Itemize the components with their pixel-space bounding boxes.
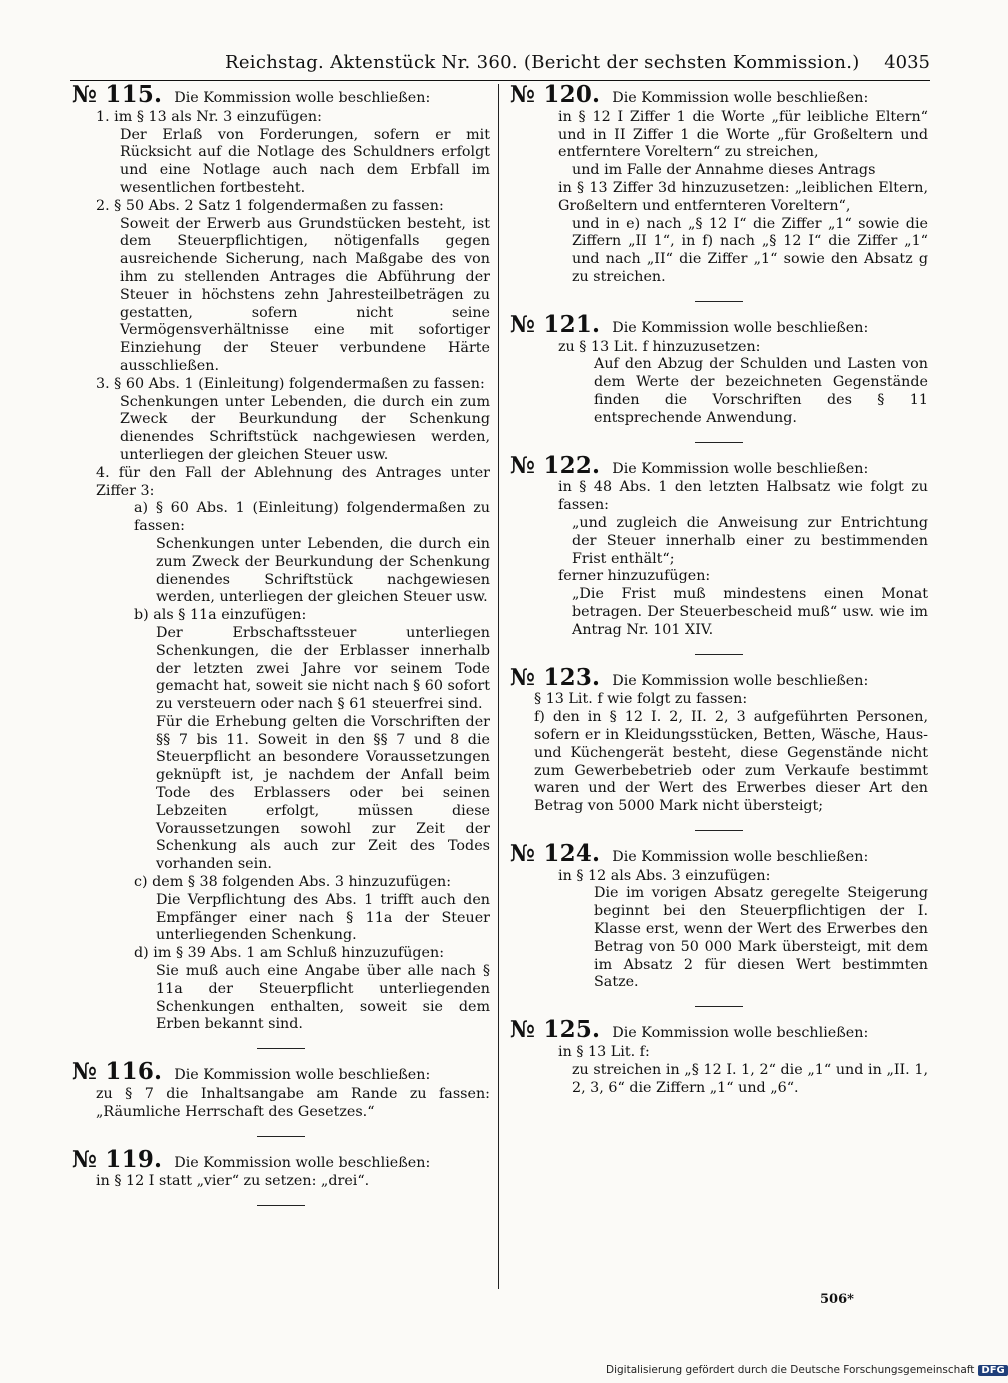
motion-paragraph: d) im § 39 Abs. 1 am Schluß hinzuzufügen: (134, 945, 445, 962)
motion-entry (510, 310, 928, 428)
motion-paragraph: in § 13 Ziffer 3d hinzuzusetzen: „leiblichen Eltern, Großeltern und entfernteren Voreltern“, (558, 179, 928, 214)
motion-paragraph: Soweit der Erwerb aus Grundstücken besteht, ist dem Steuerpflichtigen, nötigenfalls gegen ausreichende Sicherung, nach Maßgabe des von ihm zu stellenden Antrages die Abführung der Steuer in höchstens zehn Jahresteilbeträgen zu gestatten, sofern nicht seine Vermögensverhältnisse eine mit sofortiger Einziehung der Steuer verbundene Härte ausschließen. (120, 215, 490, 374)
motion-paragraph: und im Falle der Annahme dieses Antrags (572, 162, 876, 179)
motion-intro: Die Kommission wolle beschließen: (174, 1154, 431, 1171)
motion-intro: Die Kommission wolle beschließen: (612, 460, 869, 477)
motion-number: № 119. (72, 1145, 163, 1173)
separator-rule (695, 301, 743, 302)
motion-number: № 120. (510, 81, 601, 108)
motion-heading (510, 310, 928, 338)
motion-paragraph: und in e) nach „§ 12 I“ die Ziffer „1“ sowie die Ziffern „II 1“, in f) nach „§ 12 I“ die Ziffer „1“ und nach „II“ die Ziffer „1“ sowie den Absatz g zu streichen. (572, 215, 928, 285)
motion-entry (72, 1058, 490, 1121)
motion-paragraph: Schenkungen unter Lebenden, die durch ein zum Zweck der Beurkundung der Schenkung dienendes Schriftstück nachgewiesen werden, unterliegen der gleichen Steuer usw. (120, 393, 490, 463)
motion-heading (510, 451, 928, 479)
motion-paragraph: ferner hinzuzufügen: (558, 568, 711, 585)
motion-heading (510, 663, 928, 691)
motion-heading (510, 1016, 928, 1044)
footer (606, 1364, 1008, 1376)
footer-text: Digitalisierung gefördert durch die Deutsche Forschungsgemeinschaft (606, 1364, 975, 1376)
motion-intro: Die Kommission wolle beschließen: (174, 90, 431, 106)
separator-rule (257, 1136, 305, 1137)
motion-paragraph: Die Verpflichtung des Abs. 1 trifft auch den Empfänger einer nach § 11a der Steuer unterliegenden Schenkung. (156, 891, 490, 944)
motion-number: № 115. (72, 81, 163, 108)
motion-paragraph: b) als § 11a einzufügen: (134, 607, 307, 624)
motion-number: № 121. (510, 310, 601, 338)
left-column (72, 81, 490, 1220)
motion-paragraph: „und zugleich die Anweisung zur Entrichtung der Steuer innerhalb einer zu bestimmenden Frist enthält“; (572, 514, 928, 567)
motion-paragraph: in § 12 als Abs. 3 einzufügen: (558, 867, 771, 884)
motion-entry (510, 839, 928, 992)
motion-number: № 125. (510, 1016, 601, 1044)
motion-paragraph: in § 48 Abs. 1 den letzten Halbsatz wie folgt zu fassen: (558, 479, 928, 514)
motion-paragraph: 1. im § 13 als Nr. 3 einzufügen: (96, 108, 322, 125)
motion-intro: Die Kommission wolle beschließen: (612, 90, 869, 106)
motion-paragraph: Der Erbschaftssteuer unterliegen Schenkungen, die der Erblasser innerhalb der letzten zwei Jahre vor seinem Tode gemacht hat, soweit sie nicht nach § 60 sofort zu versteuern oder nach § 61 steuerfrei sind. (156, 624, 490, 713)
motion-paragraph: a) § 60 Abs. 1 (Einleitung) folgendermaßen zu fassen: (134, 500, 490, 535)
motion-number: № 122. (510, 451, 601, 479)
dfg-logo: DFG (978, 1365, 1007, 1376)
motion-paragraph: c) dem § 38 folgenden Abs. 3 hinzuzufügen: (134, 874, 452, 891)
motion-number: № 124. (510, 839, 601, 867)
motion-intro: Die Kommission wolle beschließen: (612, 1025, 869, 1042)
motion-number: № 116. (72, 1058, 163, 1086)
motion-paragraph: Auf den Abzug der Schulden und Lasten von dem Werte der bezeichneten Gegenstände finden die Vorschriften des § 11 entsprechende Anwendung. (594, 356, 928, 426)
separator-rule (257, 1048, 305, 1049)
motion-paragraph: § 13 Lit. f wie folgt zu fassen: (534, 691, 748, 708)
right-column (510, 81, 928, 1097)
motion-paragraph: in § 13 Lit. f: (558, 1044, 650, 1061)
separator-rule (257, 1205, 305, 1206)
motion-entry (510, 1016, 928, 1097)
motion-entry (510, 663, 928, 816)
header-rule (70, 80, 930, 81)
motion-paragraph: zu streichen in „§ 12 I. 1, 2“ die „1“ und in „II. 1, 2, 3, 6“ die Ziffern „1“ und „6“. (572, 1061, 928, 1096)
motion-paragraph: 4. für den Fall der Ablehnung des Antrages unter Ziffer 3: (96, 464, 490, 499)
motion-paragraph: zu § 7 die Inhaltsangabe am Rande zu fassen: „Räumliche Herrschaft des Gesetzes.“ (96, 1086, 490, 1120)
separator-rule (695, 830, 743, 831)
page-number: 4035 (884, 52, 930, 73)
motion-heading (72, 1145, 490, 1173)
motion-paragraph: 2. § 50 Abs. 2 Satz 1 folgendermaßen zu fassen: (96, 197, 444, 214)
motion-intro: Die Kommission wolle beschließen: (612, 848, 869, 865)
motion-intro: Die Kommission wolle beschließen: (612, 319, 869, 336)
motion-paragraph: zu § 13 Lit. f hinzuzusetzen: (558, 338, 761, 355)
motion-entry (72, 81, 490, 1034)
motion-number: № 123. (510, 663, 601, 691)
separator-rule (695, 654, 743, 655)
motion-paragraph: Die im vorigen Absatz geregelte Steigerung beginnt bei den Steuerpflichtigen der I. Klasse erst, wenn der Wert des Erwerbes den Betrag von 50 000 Mark übersteigt, mit dem im Absatz 2 für diesen Wert bestimmten Satze. (594, 885, 928, 991)
header-title: Reichstag. Aktenstück Nr. 360. (Bericht der sechsten Kommission.) (225, 52, 860, 73)
motion-paragraph: Sie muß auch eine Angabe über alle nach § 11a der Steuerpflicht unterliegenden Schenkungen enthalten, soweit sie dem Erben bekannt sind. (156, 963, 490, 1033)
motion-paragraph: Für die Erhebung gelten die Vorschriften der §§ 7 bis 11. Soweit in den §§ 7 und 8 die Steuerpflicht an besondere Voraussetzungen geknüpft ist, je nachdem der Anfall beim Tode des Erblassers oder bei seinen Lebzeiten erfolgt, müssen diese Voraussetzungen sowohl zur Zeit der Schenkung als auch zur Zeit des Todes vorhanden sein. (156, 713, 490, 873)
motion-heading (72, 81, 490, 108)
column-divider (498, 84, 499, 1289)
motion-heading (72, 1058, 490, 1086)
separator-rule (695, 442, 743, 443)
motion-paragraph: f) den in § 12 I. 2, II. 2, 3 aufgeführten Personen, sofern er in Kleidungsstücken, Betten, Wäsche, Haus- und Küchengerät besteht, diese Gegenstände nicht zum Gewerbebetrieb oder zum Verkaufe bestimmt waren und der Wert des Erwerbes dieser Art den Betrag von 5000 Mark nicht übersteigt; (534, 709, 928, 815)
signature-mark: 506* (820, 1292, 854, 1307)
motion-entry (510, 451, 928, 640)
motion-intro: Die Kommission wolle beschließen: (174, 1067, 431, 1084)
motion-paragraph: 3. § 60 Abs. 1 (Einleitung) folgendermaßen zu fassen: (96, 375, 485, 392)
separator-rule (695, 1006, 743, 1007)
motion-heading (510, 839, 928, 867)
running-header (70, 52, 930, 78)
motion-paragraph: in § 12 I Ziffer 1 die Worte „für leibliche Eltern“ und in II Ziffer 1 die Worte „für Großeltern und entferntere Voreltern“ zu streichen, (558, 108, 928, 161)
motion-paragraph: in § 12 I statt „vier“ zu setzen: „drei“. (96, 1173, 370, 1190)
motion-entry (72, 1145, 490, 1192)
motion-intro: Die Kommission wolle beschließen: (612, 672, 869, 689)
motion-heading (510, 81, 928, 108)
motion-entry (510, 81, 928, 287)
motion-paragraph: Schenkungen unter Lebenden, die durch ein zum Zweck der Beurkundung der Schenkung dienendes Schriftstück nachgewiesen werden, unterliegen der gleichen Steuer usw. (156, 535, 490, 606)
motion-paragraph: Der Erlaß von Forderungen, sofern er mit Rücksicht auf die Notlage des Schuldners erfolgt und eine Notlage auch nach dem Erbfall im wesentlichen fortbesteht. (120, 126, 490, 196)
motion-paragraph: „Die Frist muß mindestens einen Monat betragen. Der Steuerbescheid muß“ usw. wie im Antrag Nr. 101 XIV. (572, 586, 928, 638)
